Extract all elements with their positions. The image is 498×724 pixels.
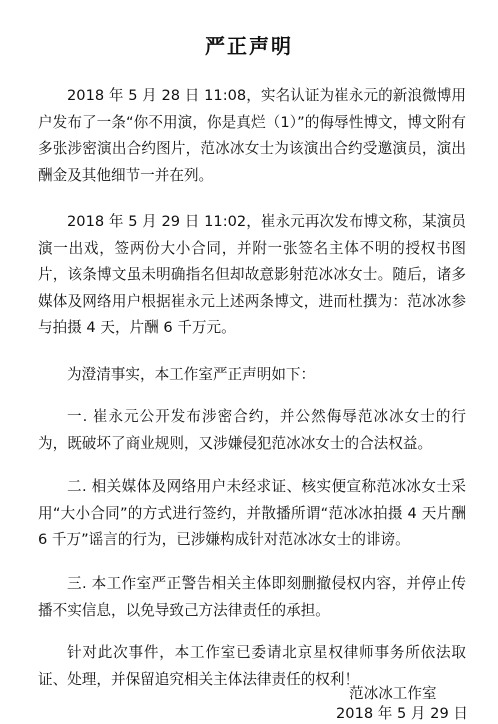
paragraph-point-two: 二. 相关媒体及网络用户未经求证、核实便宣称范冰冰女士采用“大小合同”的方式进行签约，并散播所谓“范冰冰拍摄 4 天片酬 6 千万”谣言的行为，已涉嫌构成针对范冰冰女士的诽谤。 — [38, 478, 466, 549]
paragraph-incident-may-29: 2018 年 5 月 29 日 11:02，崔永元再次发布博文称，某演员演一出戏，签两份大小合同，并附一张签名主体不明的授权书图片，该条博文虽未明确指名但却故意影射范冰冰女士。随后，诸多媒体及网络用户根据崔永元上述两条博文，进而杜撰为：范冰冰参与拍摄 4 天，片酬 6 千万元。 — [38, 213, 466, 337]
signature-studio: 范冰冰工作室 — [349, 685, 437, 702]
signature-date: 2018 年 5 月 29 日 — [336, 705, 468, 722]
paragraph-incident-may-28: 2018 年 5 月 28 日 11:08，实名认证为崔永元的新浪微博用户发布了一条“你不用演，你是真烂（1）”的侮辱性博文，博文附有多张涉密演出合约图片，范冰冰女士为该演出合约受邀演员，演出酬金及其他细节一并在列。 — [38, 87, 466, 184]
paragraph-legal-action: 针对此次事件，本工作室已委请北京星权律师事务所依法取证、处理，并保留追究相关主体法律责任的权利！ — [38, 644, 466, 688]
paragraph-point-one: 一. 崔永元公开发布涉密合约，并公然侮辱范冰冰女士的行为，既破坏了商业规则，又涉嫌侵犯范冰冰女士的合法权益。 — [38, 408, 466, 452]
paragraph-declaration-intro: 为澄清事实，本工作室严正声明如下： — [67, 366, 316, 383]
document-title: 严正声明 — [205, 34, 293, 58]
paragraph-point-three: 三. 本工作室严正警告相关主体即刻删撤侵权内容，并停止传播不实信息，以免导致己方法律责任的承担。 — [38, 575, 466, 619]
